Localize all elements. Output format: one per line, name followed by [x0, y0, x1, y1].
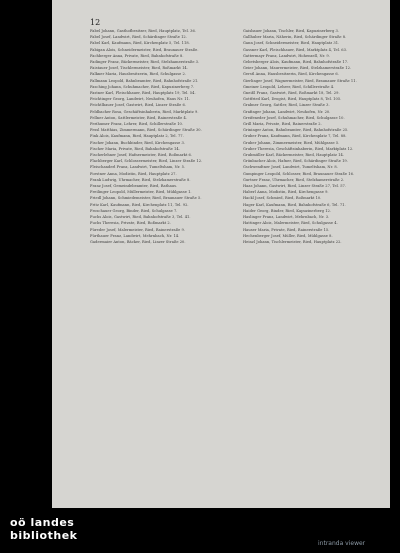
library-logo[interactable]	[10, 516, 77, 542]
directory-entry: Gattermayr Franz, Landwirt, Hohenzell, Nr. 9.	[243, 53, 330, 58]
directory-entry: Gebetsberger Alois, Kaufmann, Ried, Bahnhofstraße 17.	[243, 60, 349, 65]
directory-entry: Haider Georg, Binder, Ried, Kapuzinerberg 12.	[243, 208, 332, 213]
directory-entry: Froschauer Georg, Binder, Ried, Schulgasse 7.	[90, 208, 178, 213]
directory-entry: Grininger Anton, Bahnbeamter, Ried, Bahnhofstraße 25.	[243, 128, 349, 133]
directory-entry: Franz Josef, Gemeindebeamter, Ried, Rathaus.	[90, 184, 178, 189]
directory-entry: Fellner Anton, Sattlermeister, Ried, Rainerstraße 4.	[90, 115, 187, 120]
directory-entry: Fasching Johann, Schuhmacher, Ried, Kapuzinerberg 7.	[90, 84, 195, 89]
directory-entry: Gneißl Franz, Gastwirt, Ried, Roßmarkt 18, Tel. 29.	[243, 91, 340, 96]
viewer-label: intranda viewer	[318, 540, 366, 547]
directory-entry: Heinzl Johann, Tischlermeister, Ried, Hauptplatz 22.	[243, 239, 342, 244]
directory-entry: Flachberger Karl, Schlossermeister, Ried, Linzer Straße 12.	[90, 159, 203, 164]
directory-entry: Faistauer Josef, Tischlermeister, Ried, Roßmarkt 14.	[90, 66, 188, 71]
directory-entry: Freilinger Leopold, Müllermeister, Ried, Mühlgasse 1.	[90, 190, 192, 195]
directory-entry: Gurtner Franz, Uhrmacher, Ried, Stelzhamerstraße 2.	[243, 177, 345, 182]
logo-line-2: bibliothek	[10, 529, 78, 542]
left-column	[90, 28, 234, 245]
directory-entry: Fürthauer Franz, Landwirt, Mehrnbach, Nr. 14.	[90, 233, 180, 238]
directory-entry: Gerstl Anna, Hausbesitzerin, Ried, Kirchengasse 6.	[243, 72, 339, 77]
directory-entry: Fischer Maria, Private, Ried, Bahnhofstraße 14.	[90, 146, 180, 151]
directory-entry: Grabner Georg, Sattler, Ried, Linzer Straße 3.	[243, 103, 330, 108]
directory-entry: Fischerlehner Josef, Hafnermeister, Ried, Roßmarkt 6.	[90, 153, 193, 158]
page-number: 12	[90, 18, 101, 27]
directory-entry: Greifeneder Josef, Schuhmacher, Ried, Schulgasse 10.	[243, 115, 345, 120]
directory-entry: Haberl Anna, Modistin, Ried, Kirchengasse 9.	[243, 190, 329, 195]
directory-entry: Fink Alois, Kaufmann, Ried, Hauptplatz 2, Tel. 77.	[90, 134, 184, 139]
directory-entry: Feichtlbauer Josef, Gastwirt, Ried, Linzer Straße 6.	[90, 103, 187, 108]
directory-entry: Grill Maria, Private, Ried, Rainerstraße 2.	[243, 122, 322, 127]
directory-entry: Falkner Maria, Hausbesitzerin, Ried, Schulgasse 2.	[90, 72, 187, 77]
directory-entry: Gassner Karl, Fleischhauer, Ried, Marktplatz 4, Tel. 63.	[243, 47, 348, 52]
directory-entry: Fuchs Theresia, Private, Ried, Roßmarkt 2.	[90, 221, 171, 226]
directory-entry: Gallhuber Maria, Näherin, Ried, Schärdinger Straße 8.	[243, 35, 347, 40]
directory-entry: Fabel Karl, Kaufmann, Ried, Kirchenplatz 5, Tel. 118.	[90, 41, 190, 46]
directory-entry: Gann Josef, Schneidermeister, Ried, Hauptplatz 31.	[243, 41, 340, 46]
directory-entry: Grünbacher Alois, Hafner, Ried, Schärdinger Straße 19.	[243, 159, 348, 164]
directory-entry: Gottfried Karl, Drogist, Ried, Hauptplatz 8, Tel. 105.	[243, 97, 342, 102]
directory-entry: Haas Johann, Gastwirt, Ried, Linzer Straße 27, Tel. 57.	[243, 184, 347, 189]
directory-entry: Fabel Josef, Landwirt, Ried, Schärdinger Straße 12.	[90, 35, 187, 40]
directory-entry: Gmeiner Leopold, Lehrer, Ried, Schillerstraße 4.	[243, 84, 335, 89]
logo-line-1: oö landes	[10, 516, 75, 529]
directory-entry: Frank Ludwig, Uhrmacher, Ried, Stelzhamerstraße 8.	[90, 177, 191, 182]
directory-entry: Hattinger Alois, Malermeister, Ried, Schulgasse 4.	[243, 221, 338, 226]
directory-entry: Hechenberger Josef, Müller, Ried, Mühlgasse 8.	[243, 233, 333, 238]
directory-entry: Gierlinger Josef, Wagnermeister, Ried, Braunauer Straße 11.	[243, 78, 357, 83]
directory-entry: Gschwendtner Josef, Landwirt, Tumeltsham, Nr. 8.	[243, 165, 338, 170]
directory-entry: Fabel Johann, Gasthofbesitzer, Ried, Hauptplatz, Tel. 36.	[90, 29, 197, 33]
directory-entry: Friedl Johann, Schmiedemeister, Ried, Braunauer Straße 5.	[90, 196, 202, 201]
directory-entry: Feldbacher Rosa, Geschäftsinhaberin, Ried, Marktplatz 9.	[90, 109, 199, 114]
directory-entry: Fritz Karl, Kaufmann, Ried, Kirchenplatz 11, Tel. 92.	[90, 202, 189, 207]
right-column	[243, 28, 387, 245]
directory-entry: Fabigan Alois, Schneidermeister, Ried, Braunauer Straße.	[90, 47, 199, 52]
directory-entry: Gruber Franz, Kaufmann, Ried, Kirchenplatz 7, Tel. 88.	[243, 134, 347, 139]
directory-entry: Hauser Maria, Private, Ried, Rainerstraße 15.	[243, 227, 330, 232]
directory-entry: Feichtinger Georg, Landwirt, Neuhofen, Haus Nr. 11.	[90, 97, 191, 102]
directory-entry: Fallmann Leopold, Bahnbeamter, Ried, Bahnhofstraße 21.	[90, 78, 199, 83]
directory-entry: Fleischanderl Franz, Landwirt, Tumeltsham, Nr. 5.	[90, 165, 186, 170]
directory-entry: Fadinger Franz, Bäckermeister, Ried, Stelzhamerstraße 3.	[90, 60, 200, 65]
directory-entry: Fastner Karl, Fleischhauer, Ried, Hauptplatz 19, Tel. 54.	[90, 91, 196, 96]
directory-entry: Grafinger Johann, Landwirt, Neuhofen, Nr. 20.	[243, 109, 331, 114]
directory-entry: Gumpinger Leopold, Schlosser, Ried, Braunauer Straße 16.	[243, 171, 355, 176]
directory-entry: Grubmüller Karl, Bäckermeister, Ried, Hauptplatz 14.	[243, 153, 345, 158]
directory-entry: Fuchs Alois, Gastwirt, Ried, Bahnhofstraße 3, Tel. 41.	[90, 215, 191, 220]
directory-entry: Haslinger Franz, Landwirt, Mehrnbach, Nr. 3.	[243, 215, 330, 220]
directory-entry: Fessl Matthias, Zimmermann, Ried, Schärdinger Straße 30.	[90, 128, 202, 133]
directory-entry: Fischer Johann, Buchbinder, Ried, Kirchengasse 3.	[90, 140, 186, 145]
directory-entry: Hackl Josef, Schmied, Ried, Roßmarkt 10.	[243, 196, 322, 201]
directory-entry: Füreder Josef, Malermeister, Ried, Rainerstraße 9.	[90, 227, 186, 232]
directory-entry: Hager Karl, Kaufmann, Ried, Bahnhofstraße 6, Tel. 71.	[243, 202, 346, 207]
directory-entry: Gruber Johann, Zimmermeister, Ried, Mühlgasse 5.	[243, 140, 340, 145]
directory-entry: Gadermaier Anton, Bäcker, Ried, Linzer Straße 20.	[90, 239, 186, 244]
directory-entry: Forstner Anna, Modistin, Ried, Hauptplatz 27.	[90, 171, 177, 176]
directory-page	[52, 0, 390, 508]
directory-entry: Fachberger Anna, Private, Ried, Bahnhofstraße 8.	[90, 53, 184, 58]
directory-entry: Gaisbauer Johann, Tischler, Ried, Kapuzinerberg 3.	[243, 29, 340, 33]
directory-entry: Gruber Theresia, Geschäftsinhaberin, Ried, Marktplatz 12.	[243, 146, 354, 151]
directory-entry: Ferihumer Franz, Lehrer, Ried, Schillerstraße 10.	[90, 122, 184, 127]
directory-entry: Geier Johann, Maurermeister, Ried, Stelzhamerstraße 12.	[243, 66, 352, 71]
